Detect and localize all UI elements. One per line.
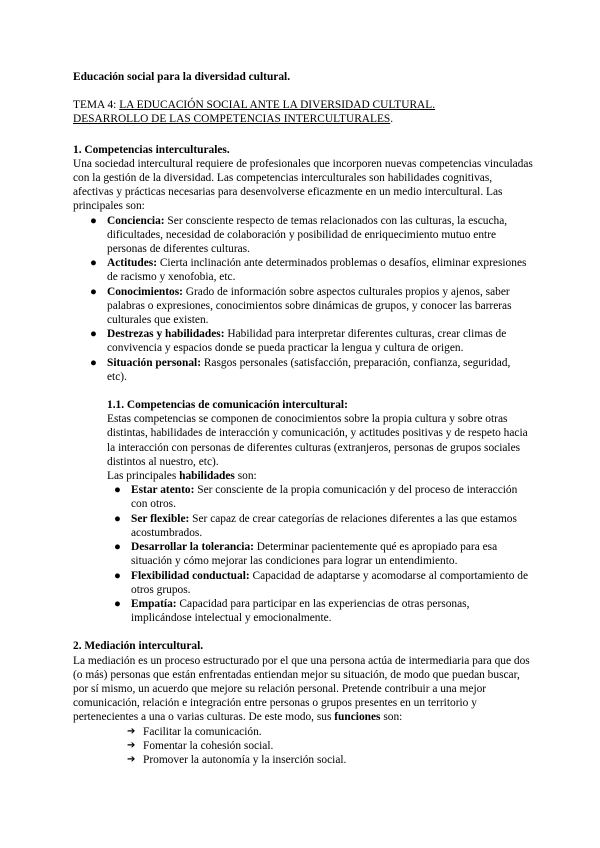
intro-text-end: son: (380, 711, 403, 724)
list-item (73, 327, 533, 355)
list-item (73, 285, 533, 328)
list-item (73, 753, 533, 767)
bullet-icon: ● (114, 569, 121, 582)
item-text: Habilidad para interpretar diferentes culturas, crear climas de convivencia y espacios donde se pueda practicar la lengua y cultura de origen. (107, 328, 507, 355)
item-text: Promover la autonomía y la inserción social. (143, 753, 347, 766)
arrow-right-icon: ➔ (127, 753, 136, 765)
arrow-right-icon: ➔ (127, 725, 136, 737)
intro-text: La mediación es un proceso estructurado por el que una persona actúa de intermediaria para que dos (o más) personas que están enfrentadas entiendan mejor su situación, de modo que puedan buscar, por sí mismo, un acuerdo que mejore su relación personal. Pretende contribuir a una mejor comunicación, relación e integración entre personas o grupos presentes en un territorio y pertenecientes a una o varias culturas. De este modo, sus (73, 654, 530, 724)
habilidades-list (73, 483, 533, 625)
bullet-icon: ● (90, 214, 97, 227)
section11-lead (107, 469, 533, 483)
list-item (73, 540, 533, 568)
bullet-icon: ● (114, 484, 121, 497)
item-text: Ser capaz de crear categorías de relaciones diferentes a las que estamos acostumbrados. (131, 512, 517, 539)
lead-bold: habilidades (179, 470, 235, 483)
competencias-list (73, 214, 533, 384)
lead-text: Las principales (107, 470, 180, 483)
item-term: Flexibilidad conductual: (131, 569, 250, 582)
bullet-icon: ● (114, 541, 121, 554)
bullet-icon: ● (90, 285, 97, 298)
lead-text-end: son: (234, 470, 257, 483)
section11-heading: 1.1. Competencias de comunicación intercultural: (107, 399, 348, 412)
item-text: Determinar pacientemente qué es apropiado para esa situación y cómo mejorar las condiciones para lograr un entendimiento. (131, 541, 498, 568)
arrow-right-icon: ➔ (127, 739, 136, 751)
section2-heading: 2. Mediación intercultural. (73, 640, 204, 653)
tema-heading (73, 98, 533, 126)
tema-title-line1: LA EDUCACIÓN SOCIAL ANTE LA DIVERSIDAD CULTURAL. (119, 99, 436, 112)
item-text: Capacidad de adaptarse y acomodarse al comportamiento de otros grupos. (131, 569, 529, 596)
item-text: Rasgos personales (satisfacción, preparación, confianza, seguridad, etc). (107, 356, 511, 383)
section11-body (107, 412, 533, 483)
item-term: Desarrollar la tolerancia: (131, 541, 254, 554)
item-text: Ser consciente de la propia comunicación y del proceso de interacción con otros. (131, 484, 518, 511)
list-item (73, 356, 533, 384)
tema-title-line2: DESARROLLO DE LAS COMPETENCIAS INTERCULTURALES (73, 113, 391, 126)
document-page (73, 70, 533, 767)
bullet-icon: ● (114, 512, 121, 525)
item-term: Actitudes: (107, 257, 157, 270)
item-term: Ser flexible: (131, 512, 190, 525)
list-item (73, 512, 533, 540)
bullet-icon: ● (90, 257, 97, 270)
list-item (73, 483, 533, 511)
item-term: Empatía: (131, 597, 177, 610)
list-item (73, 256, 533, 284)
item-text: Grado de información sobre aspectos culturales propios y ajenos, saber palabras o expresiones, conocimientos sobre dinámicas de grupos, y conocer las barreras culturales que existen. (107, 285, 512, 327)
item-term: Estar atento: (131, 484, 195, 497)
item-text: Facilitar la comunicación. (143, 725, 262, 738)
bullet-icon: ● (114, 597, 121, 610)
item-text: Ser consciente respecto de temas relacionados con las culturas, la escucha, dificultades, necesidad de colaboración y posibilidad de enriquecimiento mutuo entre personas de diferentes culturas. (107, 214, 508, 256)
list-item (73, 725, 533, 739)
section1-heading: 1. Competencias interculturales. (73, 143, 230, 156)
funciones-list (73, 725, 533, 768)
document-title: Educación social para la diversidad cultural. (73, 71, 291, 83)
bullet-icon: ● (90, 356, 97, 369)
list-item (73, 569, 533, 597)
list-item (73, 597, 533, 625)
bullet-icon: ● (90, 328, 97, 341)
item-text: Cierta inclinación ante determinados problemas o desafíos, eliminar expresiones de racismo y xenofobia, etc. (107, 257, 527, 284)
item-term: Destrezas y habilidades: (107, 328, 225, 341)
section2-intro (73, 654, 533, 725)
item-term: Conciencia: (107, 214, 165, 227)
item-term: Conocimientos: (107, 285, 183, 298)
section1-intro: Una sociedad intercultural requiere de profesionales que incorporen nuevas competencias vinculadas con la gestión de la diversidad. Las competencias interculturales son habilidades cognitivas, afectivas y prácticas necesarias para desenvolverse eficazmente en un medio intercultural. Las principales son: (73, 157, 533, 213)
list-item (73, 739, 533, 753)
list-item (73, 214, 533, 257)
item-text: Fomentar la cohesión social. (143, 739, 274, 752)
item-text: Capacidad para participar en las experiencias de otras personas, implicándose intelectual y emocionalmente. (131, 597, 470, 625)
item-term: Situación personal: (107, 356, 201, 369)
section11-intro: Estas competencias se componen de conocimientos sobre la propia cultura y sobre otras distintas, habilidades de interacción y comunicación, y actitudes positivas y de respeto hacia la interacción con personas de diferentes culturas (extranjeros, personas de grupos sociales distintos al nuestro, etc). (107, 413, 528, 468)
intro-bold: funciones (334, 711, 381, 724)
tema-prefix: TEMA 4: (73, 99, 120, 112)
tema-period: . (390, 113, 394, 126)
